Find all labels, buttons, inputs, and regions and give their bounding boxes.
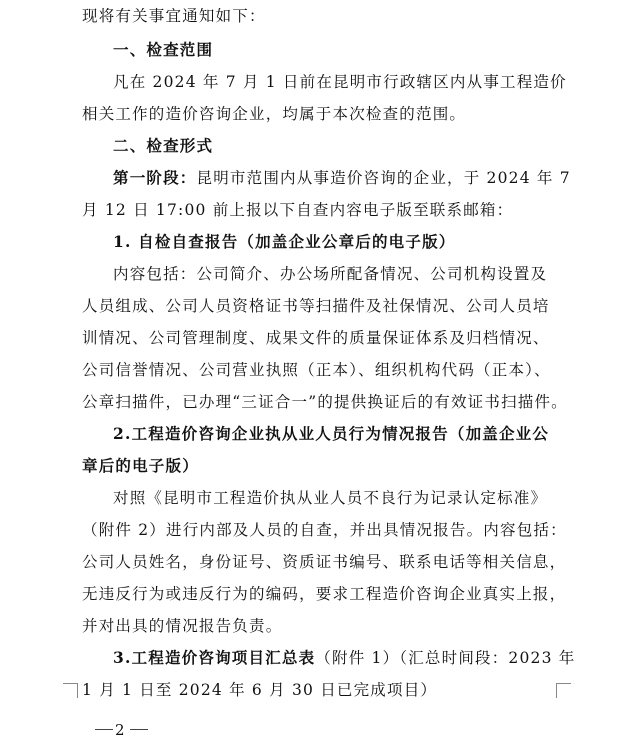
stage-one-line — [113, 168, 571, 188]
item-heading-self-check: 1. 自检自查报告（加盖企业公章后的电子版） — [113, 232, 456, 251]
body-line: 相关工作的造价咨询企业，均属于本次检查的范围。 — [82, 105, 467, 123]
intro-line: 现将有关事宜通知如下： — [82, 7, 266, 25]
item-heading-project-summary-line — [113, 648, 576, 668]
body-line: 内容包括：公司简介、办公场所配备情况、公司机构设置及 — [113, 265, 548, 283]
project-summary-note: （附件 1）（汇总时间段：2023 年 — [315, 649, 576, 667]
stage-one-label: 第一阶段： — [113, 168, 197, 187]
footer-dash-left — [95, 729, 113, 730]
body-line: 对照《昆明市工程造价执从业人员不良行为记录认定标准》 — [113, 489, 548, 507]
crop-mark-right — [556, 683, 571, 698]
section-heading-scope: 一、检查范围 — [113, 40, 214, 59]
footer-dash-right — [130, 729, 148, 730]
body-line: 训情况、公司管理制度、成果文件的质量保证体系及归档情况、 — [82, 329, 550, 347]
body-line: 公司人员姓名，身份证号、资质证书编号、联系电话等相关信息， — [82, 553, 567, 571]
body-line: （附件 2）进行内部及人员的自查，并出具情况报告。内容包括： — [82, 521, 567, 539]
item-heading-conduct-report: 2.工程造价咨询企业执从业人员行为情况报告（加盖企业公 — [113, 424, 550, 443]
item-heading-conduct-report-cont: 章后的电子版） — [82, 456, 199, 475]
body-line: 人员组成、公司人员资格证书等扫描件及社保情况、公司人员培 — [82, 297, 550, 315]
body-line: 公章扫描件，已办理“三证合一”的提供换证后的有效证书扫描件。 — [82, 393, 568, 411]
page-footer — [0, 718, 622, 742]
body-line: 月 12 日 17:00 前上报以下自查内容电子版至联系邮箱： — [82, 201, 514, 219]
stage-one-text: 昆明市范围内从事造价咨询的企业，于 2024 年 7 — [196, 169, 571, 187]
body-line: 1 月 1 日至 2024 年 6 月 30 日已完成项目） — [82, 681, 438, 699]
body-line: 无违反行为或违反行为的编码，要求工程造价咨询企业真实上报， — [82, 585, 567, 603]
body-line: 并对出具的情况报告负责。 — [82, 617, 283, 635]
page-number: 2 — [115, 721, 125, 739]
section-heading-form: 二、检查形式 — [113, 136, 214, 155]
item-heading-project-summary: 3.工程造价咨询项目汇总表 — [113, 648, 316, 667]
body-line: 公司信誉情况、公司营业执照（正本）、组织机构代码（正本）、 — [82, 361, 551, 379]
body-line: 凡在 2024 年 7 月 1 日前在昆明市行政辖区内从事工程造价 — [113, 73, 567, 91]
crop-mark-left — [63, 683, 78, 698]
